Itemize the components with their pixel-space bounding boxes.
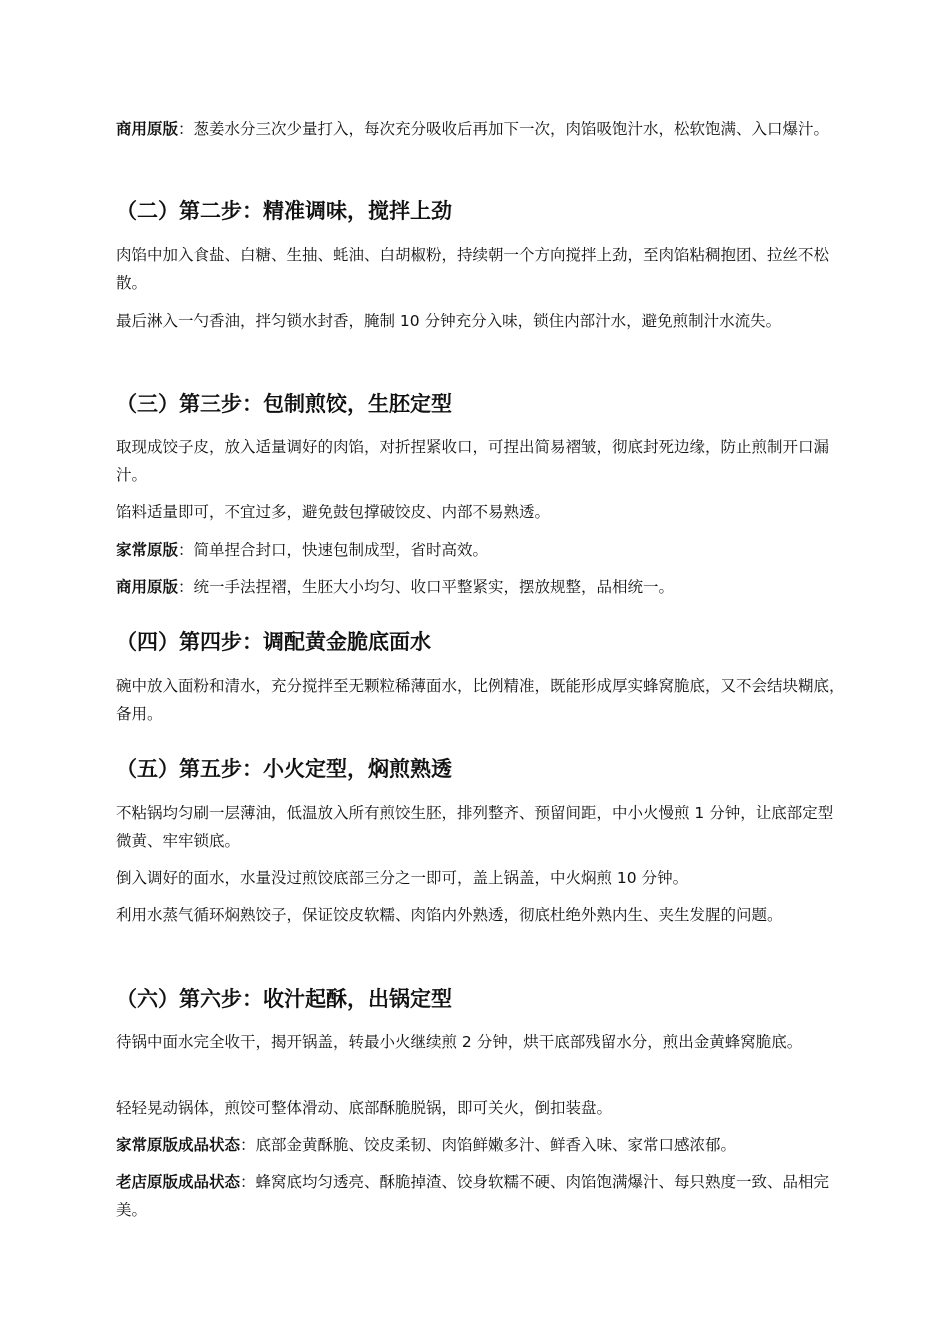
label-separator: ： [240, 1173, 256, 1191]
paragraph-filling-amount: 馅料适量即可，不宜过多，避免鼓包撑破饺皮、内部不易熟透。 [116, 503, 551, 521]
paragraph-commercial-wrapping [116, 573, 846, 601]
heading-step-5: （五）第五步：小火定型，焖煎熟透 [116, 757, 452, 781]
paragraph-pan-frying: 不粘锅均匀刷一层薄油，低温放入所有煎饺生胚，排列整齐、预留间距，中小火慢煎 1 分钟，让底部定型微黄、牢牢锁底。 [116, 804, 834, 850]
paragraph-text: 统一手法捏褶，生胚大小均匀、收口平整紧实，摆放规整，品相统一。 [193, 578, 675, 596]
paragraph-home-result [116, 1131, 846, 1159]
paragraph-sesame-oil: 最后淋入一勺香油，拌匀锁水封香，腌制 10 分钟充分入味，锁住内部汁水，避免煎制汁水流失。 [116, 312, 782, 330]
paragraph-steaming: 利用水蒸气循环焖熟饺子，保证饺皮软糯、肉馅内外熟透，彻底杜绝外熟内生、夹生发腥的问题。 [116, 906, 783, 924]
heading-step-2: （二）第二步：精准调味，搅拌上劲 [116, 199, 452, 223]
paragraph-shop-result [116, 1168, 846, 1224]
heading-step-3: （三）第三步：包制煎饺，生胚定型 [116, 392, 452, 416]
paragraph-label: 家常原版成品状态 [116, 1136, 241, 1154]
label-separator: ： [178, 578, 194, 596]
label-separator: ： [240, 1136, 256, 1154]
paragraph-label: 老店原版成品状态 [116, 1173, 241, 1191]
paragraph-home-wrapping [116, 536, 846, 564]
paragraph-text: 底部金黄酥脆、饺皮柔韧、肉馅鲜嫩多汁、鲜香入味、家常口感浓郁。 [255, 1136, 737, 1154]
paragraph-batter: 碗中放入面粉和清水，充分搅拌至无颗粒稀薄面水，比例精准，既能形成厚实蜂窝脆底，又不会结块糊底，备用。 [116, 677, 845, 723]
paragraph-add-batter: 倒入调好的面水，水量没过煎饺底部三分之一即可，盖上锅盖，中火焖煎 10 分钟。 [116, 869, 689, 887]
paragraph-label: 商用原版 [116, 120, 179, 138]
paragraph-wrapping: 取现成饺子皮，放入适量调好的肉馅，对折捏紧收口，可捏出简易褶皱，彻底封死边缘，防止煎制开口漏汁。 [116, 438, 830, 484]
label-separator: ： [178, 120, 194, 138]
paragraph-text: 蜂窝底均匀透亮、酥脆掉渣、饺身软糯不硬、肉馅饱满爆汁、每只熟度一致、品相完美。 [116, 1173, 830, 1219]
paragraph-plating: 轻轻晃动锅体，煎饺可整体滑动、底部酥脆脱锅，即可关火，倒扣装盘。 [116, 1099, 613, 1117]
paragraph-seasoning: 肉馅中加入食盐、白糖、生抽、蚝油、白胡椒粉，持续朝一个方向搅拌上劲，至肉馅粘稠抱团、拉丝不松散。 [116, 246, 830, 292]
paragraph-text: 葱姜水分三次少量打入，每次充分吸收后再加下一次，肉馅吸饱汁水，松软饱满、入口爆汁。 [193, 120, 830, 138]
heading-step-6: （六）第六步：收汁起酥，出锅定型 [116, 987, 452, 1011]
heading-step-4: （四）第四步：调配黄金脆底面水 [116, 630, 431, 654]
paragraph-text: 简单捏合封口，快速包制成型，省时高效。 [193, 541, 489, 559]
paragraph-commercial-onion-ginger-water [116, 115, 846, 143]
paragraph-label: 商用原版 [116, 578, 179, 596]
label-separator: ： [178, 541, 194, 559]
paragraph-crisping: 待锅中面水完全收干，揭开锅盖，转最小火继续煎 2 分钟，烘干底部残留水分，煎出金黄蜂窝脆底。 [116, 1033, 803, 1051]
paragraph-label: 家常原版 [116, 541, 179, 559]
